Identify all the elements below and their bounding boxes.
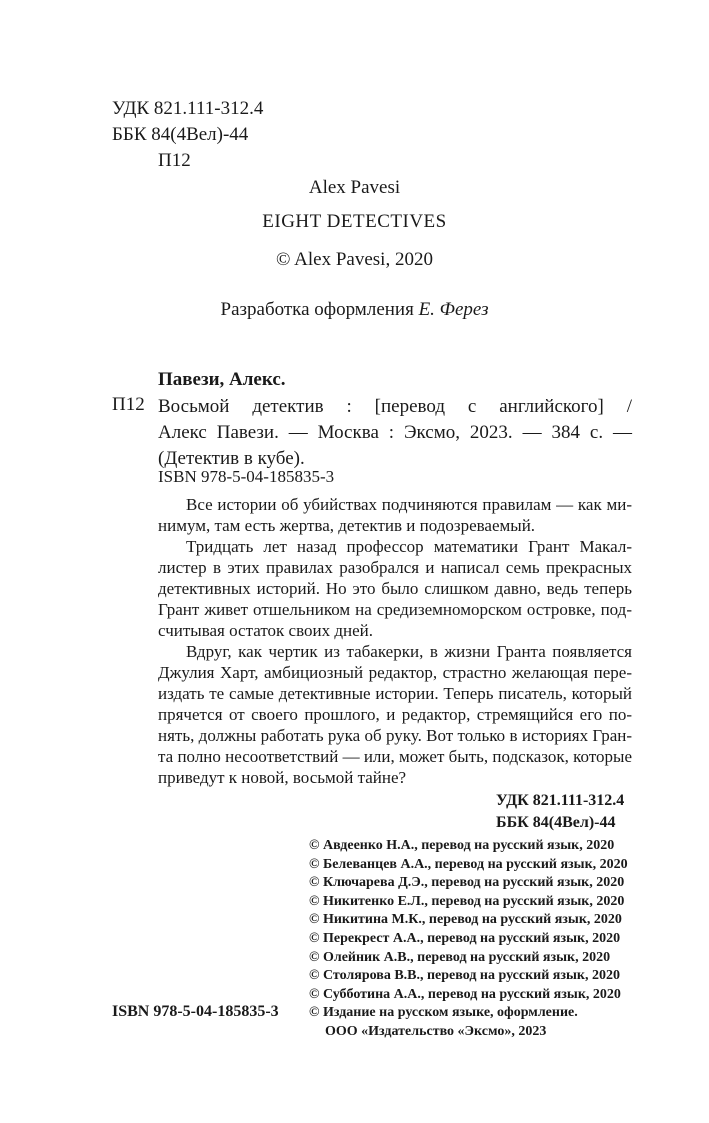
catalog-entry (158, 394, 632, 472)
catalog-isbn: ISBN 978-5-04-185835-3 (158, 467, 335, 486)
annotation-line: приведут к новой, восьмой тайне? (158, 768, 407, 787)
annotation-line: листер в этих правилах разобрался и написал семь прекрасных (158, 558, 632, 577)
design-credit (0, 299, 709, 321)
catalog-heading: Павези, Алекс. (158, 369, 286, 390)
original-author: Alex Pavesi (308, 177, 401, 198)
annotation-line: прячется от своего прошлого, и редактор, стремящийся его по- (158, 705, 632, 724)
designer-name: Е. Ферез (418, 299, 489, 320)
classification-repeat (496, 790, 624, 834)
annotation-line: Все истории об убийствах подчиняются правилам — как ми- (186, 495, 632, 514)
catalog-mark: П12 (112, 394, 145, 415)
copyright-line: © Ключарева Д.Э., перевод на русский язык, 2020 (309, 875, 625, 891)
copyright-line: © Столярова В.В., перевод на русский язык, 2020 (309, 968, 620, 984)
copyright-line: © Авдеенко Н.А., перевод на русский язык, 2020 (309, 838, 615, 853)
copyright-line: © Издание на русском языке, оформление. (309, 1005, 578, 1021)
copyright-list (309, 837, 628, 1042)
udk-code-repeat: УДК 821.111-312.4 (496, 792, 625, 809)
original-copyright: © Alex Pavesi, 2020 (276, 249, 433, 270)
annotation-line: детективных историй. Но это было слишком давно, ведь теперь (158, 579, 632, 598)
annotation-line: та полно несоответствий — или, может быть, подсказок, которые (158, 747, 632, 766)
footer-isbn: ISBN 978-5-04-185835-3 (112, 1003, 279, 1020)
copyright-line: © Перекрест А.А., перевод на русский язык, 2020 (309, 930, 621, 946)
annotation-line: считывая остаток своих дней. (158, 621, 373, 640)
annotation-line: Вдруг, как чертик из табакерки, в жизни Гранта появляется (186, 642, 632, 661)
catalog-entry-line: Алекс Павези. — Москва : Эксмо, 2023. — 384 с. — (158, 422, 632, 443)
annotation-line: нимум, там есть жертва, детектив и подозреваемый. (158, 516, 536, 535)
annotation-line: Джулия Харт, амбициозный редактор, страстно желающая пере- (158, 663, 632, 682)
annotation-line: Грант живет отшельником на средиземноморском островке, под- (158, 600, 632, 619)
author-mark: П12 (158, 150, 191, 171)
annotation-line: нять, должны работать рука об руку. Вот только в историях Гран- (158, 726, 632, 745)
catalog-entry-line: Восьмой детектив : [перевод с английского] / (158, 396, 632, 417)
bbk-code-repeat: ББК 84(4Вел)-44 (496, 814, 616, 831)
copyright-line: © Субботина А.А., перевод на русский язык, 2020 (309, 986, 621, 1002)
copyright-line: © Никитенко Е.Л., перевод на русский язык, 2020 (309, 893, 625, 909)
copyright-line: © Белеванцев А.А., перевод на русский язык, 2020 (309, 856, 628, 872)
copyright-line: © Никитина М.К., перевод на русский язык, 2020 (309, 912, 622, 928)
annotation-line: издать те самые детективные истории. Теперь писатель, который (158, 684, 632, 703)
copyright-line: ООО «Издательство «Эксмо», 2023 (325, 1023, 547, 1039)
catalog-entry-line: (Детектив в кубе). (158, 448, 305, 469)
original-title: EIGHT DETECTIVES (262, 211, 447, 232)
bbk-code: ББК 84(4Вел)-44 (112, 124, 249, 145)
annotation (158, 494, 632, 788)
udk-code: УДК 821.111-312.4 (112, 98, 264, 119)
design-credit-label: Разработка оформления (220, 299, 414, 320)
annotation-line: Тридцать лет назад профессор математики Грант Макал- (186, 537, 632, 556)
copyright-line: © Олейник А.В., перевод на русский язык, 2020 (309, 949, 611, 965)
